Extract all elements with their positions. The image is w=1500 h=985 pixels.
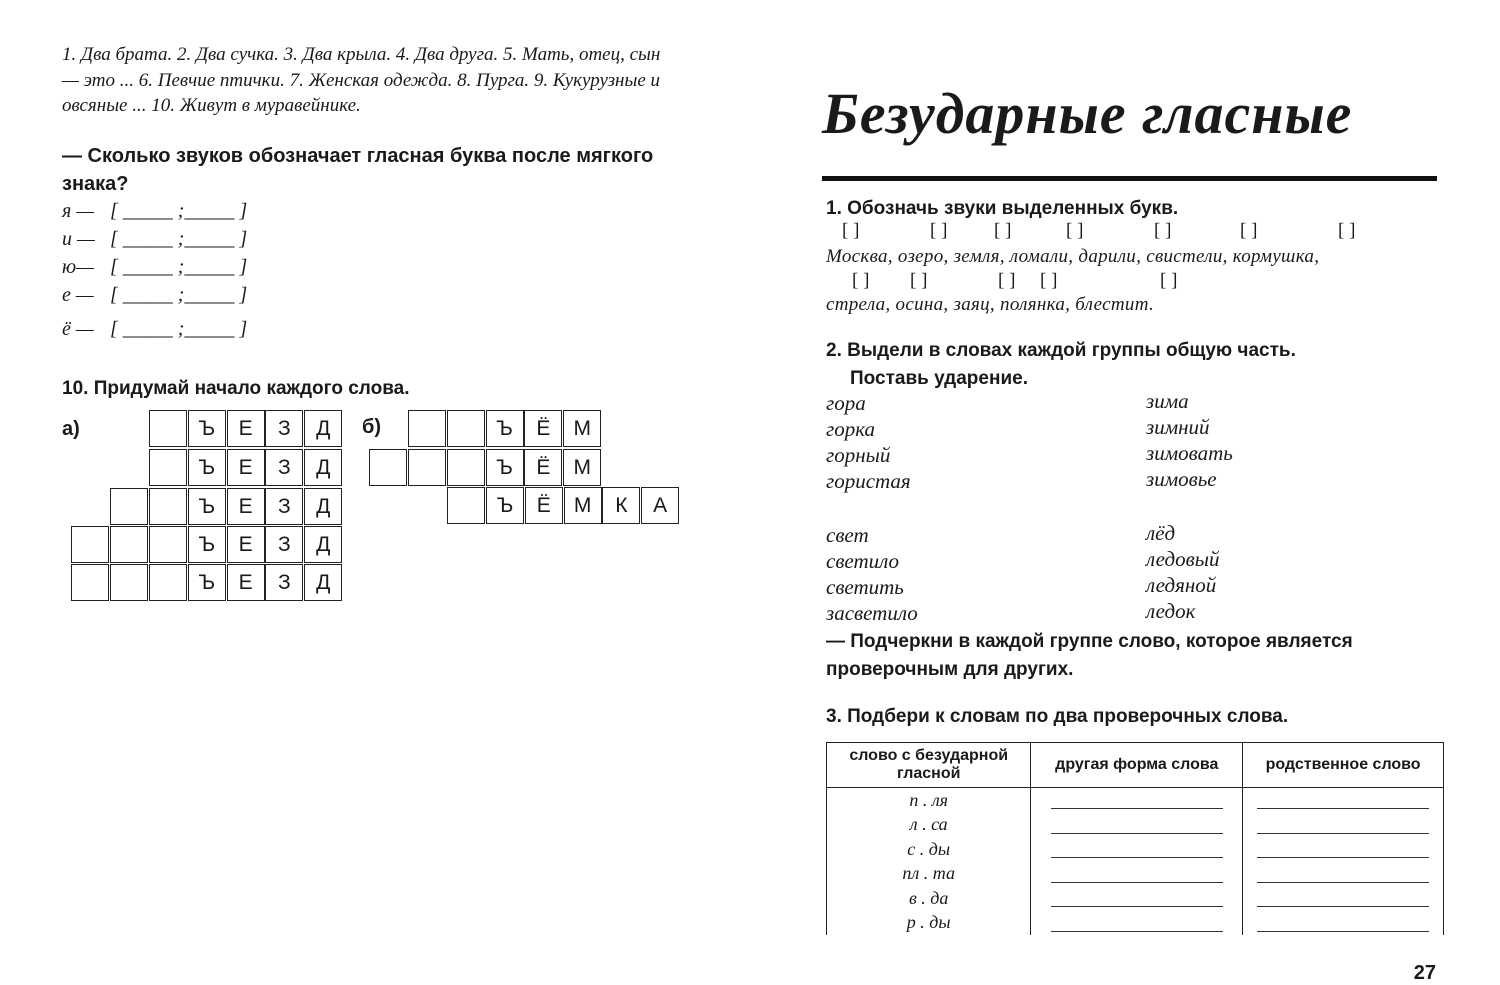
- soft-sign-question: — Сколько звуков обозначает гласная буква после мягкого знака?: [62, 145, 654, 195]
- words-line-1: Москва, озеро, земля, ломали, дарили, свистели, кормушка,: [826, 246, 1320, 267]
- underline-task: — Подчеркни в каждой группе слово, которое является проверочным для других.: [826, 631, 1353, 680]
- bracket: [ ]: [998, 270, 1016, 291]
- answer-blank[interactable]: [1243, 862, 1444, 887]
- vowel-row: [62, 228, 247, 256]
- grid-blank-cell[interactable]: [110, 488, 148, 525]
- table-cell-word: пл . та: [827, 862, 1031, 887]
- riddles-paragraph: 1. Два брата. 2. Два сучка. 3. Два крыла. 4. Два друга. 5. Мать, отец, сын— это ... 6. Певчие птички. 7. Женская одежда. 8. Пурга. 9. Кукурузные и овсяные ... 10. Живут в муравейнике.: [62, 44, 661, 116]
- group2-left: [826, 522, 918, 626]
- label-a: а): [62, 418, 80, 440]
- vowel-row: [62, 256, 247, 284]
- word: зимний: [1146, 415, 1210, 439]
- word: лёд: [1146, 521, 1176, 545]
- sound-frame: [ _____ ;_____ ]: [110, 318, 248, 340]
- answer-blank[interactable]: [1031, 911, 1243, 936]
- table-header: родственное слово: [1243, 743, 1444, 788]
- word: гористая: [826, 469, 911, 493]
- sound-frame: [ _____ ;_____ ]: [110, 200, 248, 222]
- title-rule: [822, 176, 1437, 181]
- label-b: б): [362, 416, 382, 438]
- bracket: [ ]: [1154, 220, 1172, 241]
- grid-letter-cell: Д: [304, 410, 342, 447]
- answer-blank[interactable]: [1243, 886, 1444, 911]
- group2-right: [1146, 520, 1219, 624]
- answer-blank[interactable]: [1031, 813, 1243, 838]
- grid-letter-cell: Ё: [524, 449, 562, 486]
- check-words-table: [826, 742, 1444, 935]
- word: светить: [826, 575, 904, 599]
- grid-letter-cell: Е: [227, 449, 265, 486]
- grid-blank-cell[interactable]: [447, 449, 485, 486]
- answer-blank[interactable]: [1031, 886, 1243, 911]
- task-3-heading: 3. Подбери к словам по два проверочных слова.: [826, 706, 1289, 727]
- group1-left: [826, 390, 911, 494]
- vowel-letter: и —: [62, 228, 95, 250]
- grid-letter-cell: З: [265, 410, 303, 447]
- answer-blank[interactable]: [1243, 788, 1444, 813]
- sound-frame: [ _____ ;_____ ]: [110, 284, 248, 306]
- vowel-row: [62, 284, 247, 312]
- bracket: [ ]: [1240, 220, 1258, 241]
- grid-letter-cell: З: [265, 564, 303, 601]
- bracket: [ ]: [1338, 220, 1356, 241]
- grid-blank-cell[interactable]: [149, 564, 187, 601]
- word: ледовый: [1146, 547, 1220, 571]
- grid-blank-cell[interactable]: [71, 526, 109, 563]
- table-header-row: [827, 743, 1444, 788]
- grid-blank-cell[interactable]: [447, 487, 485, 524]
- word: засветило: [826, 601, 918, 625]
- table-cell-word: п . ля: [827, 788, 1031, 813]
- table-cell-word: в . да: [827, 886, 1031, 911]
- grid-letter-cell: Д: [304, 564, 342, 601]
- grid-blank-cell[interactable]: [110, 526, 148, 563]
- answer-blank[interactable]: [1243, 813, 1444, 838]
- word: свет: [826, 523, 869, 547]
- vowel-letter: ю—: [62, 256, 94, 278]
- grid-blank-cell[interactable]: [149, 526, 187, 563]
- table-row: [827, 813, 1444, 838]
- grid-blank-cell[interactable]: [447, 410, 485, 447]
- word: зимовье: [1146, 467, 1217, 491]
- bracket: [ ]: [842, 220, 860, 241]
- word: горный: [826, 443, 891, 467]
- bracket: [ ]: [1066, 220, 1084, 241]
- grid-letter-cell: Ё: [525, 487, 563, 524]
- bracket: [ ]: [852, 270, 870, 291]
- grid-letter-cell: М: [563, 410, 601, 447]
- grid-letter-cell: Ъ: [486, 410, 524, 447]
- grid-letter-cell: Ъ: [188, 449, 226, 486]
- vowel-row: [62, 318, 247, 346]
- table-row: [827, 788, 1444, 813]
- answer-blank[interactable]: [1031, 837, 1243, 862]
- grid-blank-cell[interactable]: [369, 449, 407, 486]
- vowel-row: [62, 200, 247, 228]
- grid-letter-cell: Д: [304, 526, 342, 563]
- table-header: слово с безударной гласной: [827, 743, 1031, 788]
- sound-frame: [ _____ ;_____ ]: [110, 228, 248, 250]
- bracket: [ ]: [910, 270, 928, 291]
- table-cell-word: с . ды: [827, 837, 1031, 862]
- grid-letter-cell: Ё: [524, 410, 562, 447]
- vowel-letter: ё —: [62, 318, 94, 340]
- grid-blank-cell[interactable]: [71, 564, 109, 601]
- grid-blank-cell[interactable]: [110, 564, 148, 601]
- grid-blank-cell[interactable]: [149, 488, 187, 525]
- word: зима: [1146, 389, 1189, 413]
- grid-blank-cell[interactable]: [149, 449, 187, 486]
- bracket: [ ]: [1160, 270, 1178, 291]
- table-row: [827, 886, 1444, 911]
- grid-letter-cell: Д: [304, 449, 342, 486]
- bracket: [ ]: [994, 220, 1012, 241]
- grid-letter-cell: Е: [227, 410, 265, 447]
- vowel-letter: е —: [62, 284, 94, 306]
- answer-blank[interactable]: [1031, 862, 1243, 887]
- grid-letter-cell: М: [564, 487, 602, 524]
- word: гора: [826, 391, 866, 415]
- words-line-2: стрела, осина, заяц, полянка, блестит.: [826, 294, 1154, 315]
- table-cell-word: р . ды: [827, 911, 1031, 936]
- vowel-letter: я —: [62, 200, 95, 222]
- grid-letter-cell: К: [602, 487, 640, 524]
- grid-letter-cell: Д: [304, 488, 342, 525]
- grid-letter-cell: Е: [227, 526, 265, 563]
- grid-letter-cell: Ъ: [188, 488, 226, 525]
- grid-letter-cell: Е: [227, 488, 265, 525]
- grid-letter-cell: Ъ: [188, 410, 226, 447]
- grid-blank-cell[interactable]: [149, 410, 187, 447]
- grid-letter-cell: Ъ: [188, 564, 226, 601]
- answer-blank[interactable]: [1243, 837, 1444, 862]
- word: зимовать: [1146, 441, 1233, 465]
- grid-blank-cell[interactable]: [408, 449, 446, 486]
- word: ледок: [1146, 599, 1196, 623]
- page-title: Безударные гласные: [822, 81, 1353, 146]
- bracket: [ ]: [930, 220, 948, 241]
- grid-letter-cell: А: [641, 487, 679, 524]
- grid-letter-cell: Е: [227, 564, 265, 601]
- grid-letter-cell: Ъ: [188, 526, 226, 563]
- group1-right: [1146, 388, 1233, 492]
- grid-letter-cell: Ъ: [486, 449, 524, 486]
- task-2-subheading: Поставь ударение.: [850, 368, 1028, 389]
- grid-letter-cell: З: [265, 526, 303, 563]
- grid-letter-cell: Ъ: [486, 487, 524, 524]
- grid-letter-cell: М: [563, 449, 601, 486]
- table-row: [827, 911, 1444, 936]
- grid-blank-cell[interactable]: [408, 410, 446, 447]
- word: ледяной: [1146, 573, 1217, 597]
- page-number: 27: [1413, 962, 1436, 984]
- table-header: другая форма слова: [1031, 743, 1243, 788]
- word: светило: [826, 549, 900, 573]
- grid-letter-cell: З: [265, 488, 303, 525]
- task-10-heading: 10. Придумай начало каждого слова.: [62, 378, 410, 399]
- answer-blank[interactable]: [1031, 788, 1243, 813]
- task-2-heading: 2. Выдели в словах каждой группы общую часть.: [826, 340, 1296, 361]
- table-row: [827, 862, 1444, 887]
- task-1-heading: 1. Обозначь звуки выделенных букв.: [826, 198, 1179, 219]
- table-cell-word: л . са: [827, 813, 1031, 838]
- word: горка: [826, 417, 875, 441]
- table-row: [827, 837, 1444, 862]
- sound-frame: [ _____ ;_____ ]: [110, 256, 248, 278]
- answer-blank[interactable]: [1243, 911, 1444, 936]
- grid-letter-cell: З: [265, 449, 303, 486]
- bracket: [ ]: [1040, 270, 1058, 291]
